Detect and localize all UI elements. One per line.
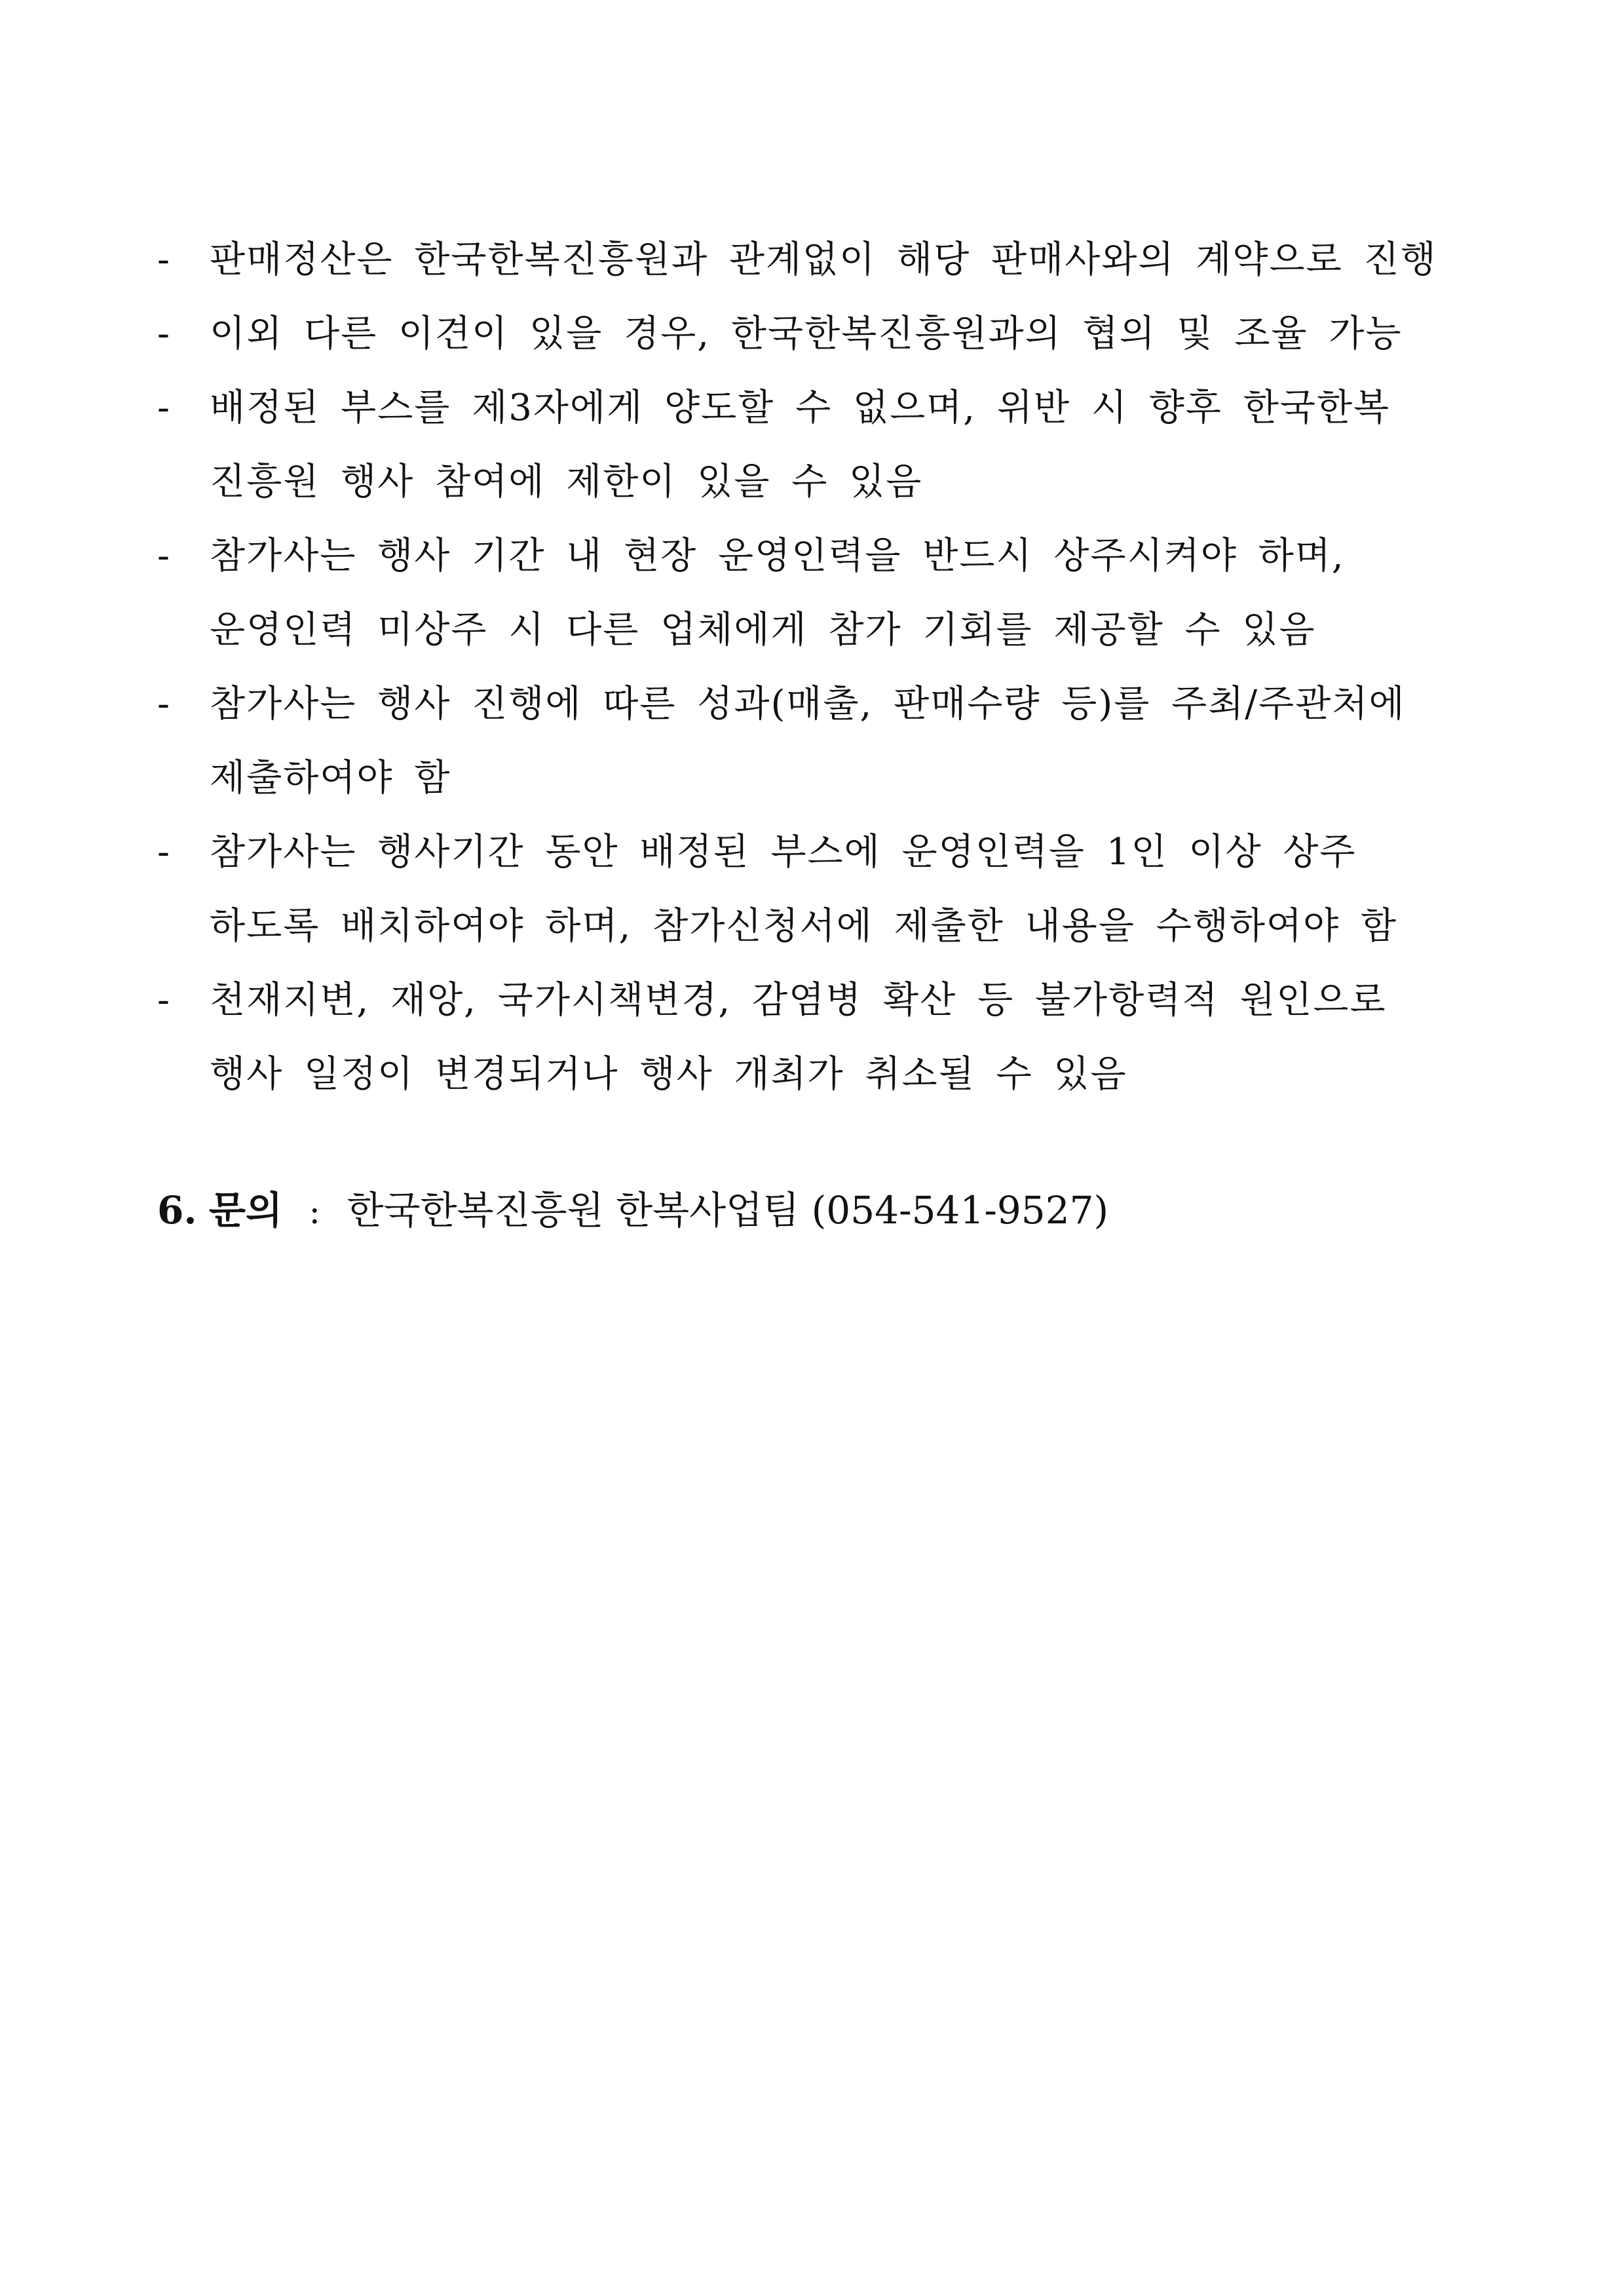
bullet-dash: - <box>157 313 170 355</box>
notice-item-5 <box>157 667 1467 815</box>
notice-item-6 <box>157 815 1467 963</box>
notice-item-3 <box>157 371 1467 519</box>
inquiry-section <box>157 1174 1467 1250</box>
notice-text: 판매정산은 한국한복진흥원과 관계없이 해당 판매사와의 계약으로 진행 <box>210 239 1437 281</box>
notice-item-2 <box>157 297 1467 371</box>
bullet-dash: - <box>157 831 170 873</box>
notice-text-continued: 행사 일정이 변경되거나 행사 개최가 취소될 수 있음 <box>210 1053 1127 1096</box>
label-separator: : <box>309 1193 321 1232</box>
notice-text-continued: 운영인력 미상주 시 다른 업체에게 참가 기회를 제공할 수 있음 <box>210 609 1316 651</box>
notice-text: 이외 다른 이견이 있을 경우, 한국한복진흥원과의 협의 및 조율 가능 <box>210 313 1403 355</box>
section-number: 6. <box>157 1188 197 1233</box>
notice-text-continued: 제출하여야 함 <box>210 757 451 799</box>
bullet-dash: - <box>157 387 170 429</box>
notice-text: 참가사는 행사기간 동안 배정된 부스에 운영인력을 1인 이상 상주 <box>210 831 1357 873</box>
bullet-dash: - <box>157 239 170 281</box>
notice-text: 배정된 부스를 제3자에게 양도할 수 없으며, 위반 시 향후 한국한복 <box>210 387 1391 429</box>
section-label: 문의 <box>209 1188 283 1233</box>
notice-text-continued: 진흥원 행사 참여에 제한이 있을 수 있음 <box>210 461 923 503</box>
notice-item-7 <box>157 963 1467 1111</box>
notice-text: 참가사는 행사 기간 내 현장 운영인력을 반드시 상주시켜야 하며, <box>210 535 1345 577</box>
document-content <box>157 223 1467 1250</box>
notice-text-continued: 하도록 배치하여야 하며, 참가신청서에 제출한 내용을 수행하여야 함 <box>210 905 1398 947</box>
notice-text: 참가사는 행사 진행에 따른 성과(매출, 판매수량 등)를 주최/주관처에 <box>210 683 1406 725</box>
notice-text: 천재지변, 재앙, 국가시책변경, 감염병 확산 등 불가항력적 원인으로 <box>210 979 1387 1022</box>
contact-info: 한국한복진흥원 한복사업팀 (054-541-9527) <box>347 1188 1109 1233</box>
bullet-dash: - <box>157 979 170 1022</box>
notice-item-1 <box>157 223 1467 297</box>
bullet-dash: - <box>157 683 170 725</box>
bullet-dash: - <box>157 535 170 577</box>
notice-item-4 <box>157 519 1467 667</box>
